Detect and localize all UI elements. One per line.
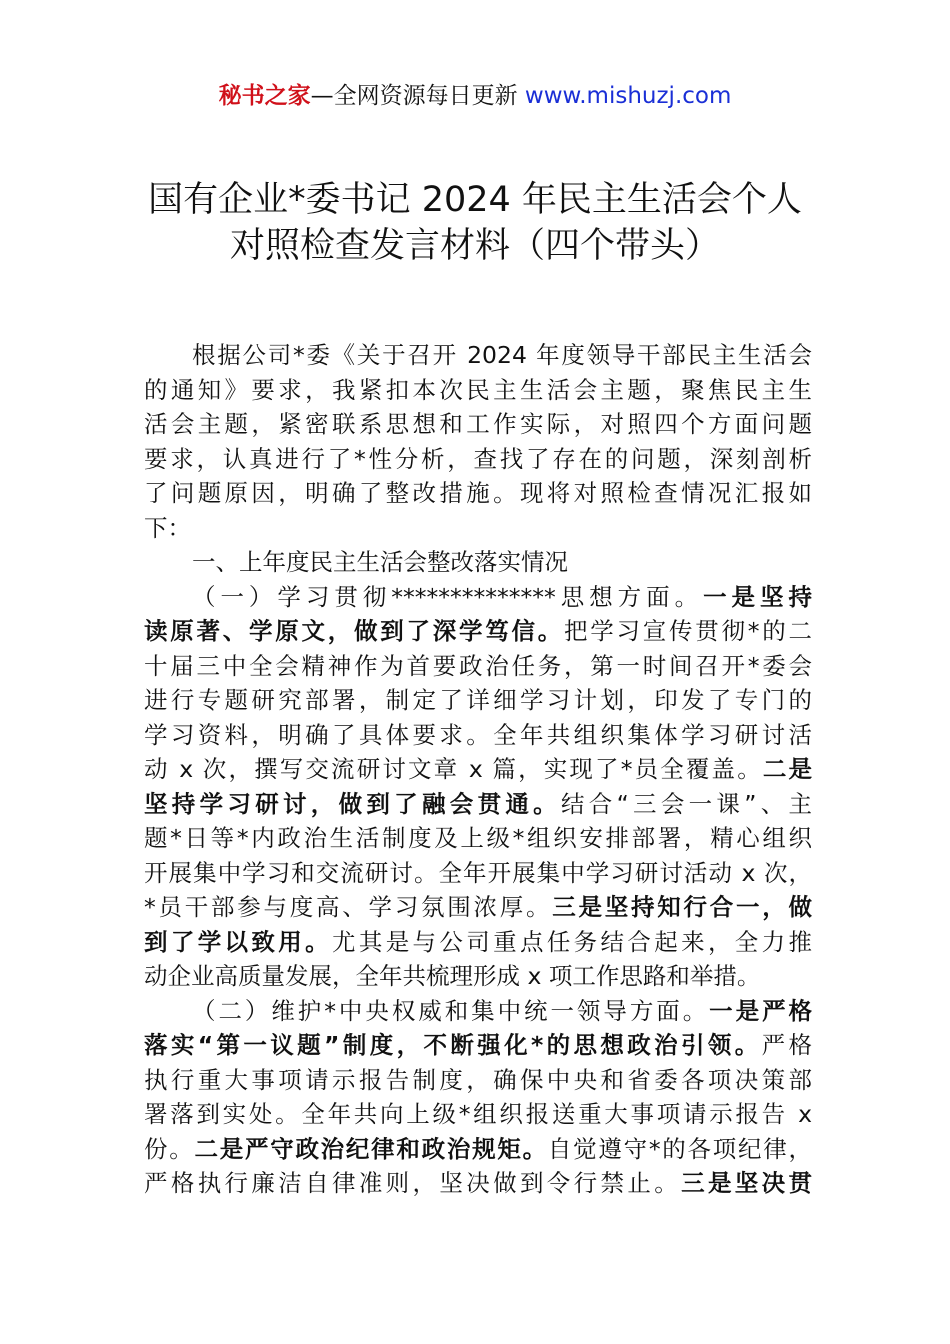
text-segment: 根据公司*委《关于召开 2024 年度领导干部民主生活会 — [192, 341, 812, 369]
text-segment: 要求，认真进行了*性分析，查找了存在的问题，深刻剖析 — [144, 444, 812, 473]
body-text-line — [144, 476, 812, 511]
text-segment: 一、上年度民主生活会整改落实情况 — [192, 548, 568, 576]
text-segment: 严格 — [761, 1031, 812, 1059]
body-text-line — [144, 545, 812, 580]
body-text-line — [144, 1063, 812, 1098]
body-text-line — [144, 614, 812, 649]
text-segment: 进行专题研究部署，制定了详细学习计划，印发了专门的 — [144, 686, 812, 714]
site-header — [0, 80, 950, 112]
text-segment: （二）维护*中央权威和集中统一领导方面。 — [192, 996, 710, 1025]
document-title-line-1: 国有企业*委书记 2024 年民主生活会个人 — [148, 180, 802, 220]
body-text-line — [144, 649, 812, 684]
text-segment: 动 x 次，撰写交流研讨文章 x 篇，实现了*员全覆盖。 — [144, 755, 763, 783]
bold-text-segment: 三是坚持知行合一，做 — [552, 893, 812, 921]
text-segment: 的通知》要求，我紧扣本次民主生活会主题，聚焦民主生 — [144, 375, 812, 404]
site-url-link[interactable]: www.mishuzj.com — [524, 83, 732, 109]
text-segment: 自觉遵守*的各项纪律， — [547, 1134, 813, 1163]
text-segment: *员干部参与度高、学习氛围浓厚。 — [144, 893, 553, 921]
text-segment: 严格执行廉洁自律准则，坚决做到令行禁止。 — [144, 1169, 682, 1197]
body-text-line — [144, 925, 812, 960]
bold-text-segment: 到了学以致用。 — [144, 927, 332, 956]
bold-text-segment: 一是严格 — [709, 996, 813, 1025]
text-segment: 把学习宣传贯彻*的二 — [564, 617, 812, 645]
body-text-line — [144, 442, 812, 477]
body-text-line — [144, 1132, 812, 1167]
body-text-line — [144, 959, 812, 994]
body-text-line — [144, 890, 812, 925]
document-title-line-2: 对照检查发言材料（四个带头） — [229, 226, 720, 266]
body-text-line — [144, 580, 812, 615]
body-text-line — [144, 1028, 812, 1063]
text-segment: 学习资料，明确了具体要求。全年共组织集体学习研讨活 — [144, 720, 812, 749]
text-segment: 开展集中学习和交流研讨。全年开展集中学习研讨活动 x 次， — [144, 858, 812, 887]
text-segment: （一）学习贯彻**************思想方面。 — [192, 582, 704, 611]
body-text-line — [144, 683, 812, 718]
body-text-line — [144, 718, 812, 753]
body-text-line — [144, 994, 812, 1029]
bold-text-segment: 三是坚决贯 — [681, 1169, 813, 1197]
body-text-line — [144, 821, 812, 856]
text-segment: 十届三中全会精神作为首要政治任务，第一时间召开*委会 — [144, 651, 812, 680]
body-text-line — [144, 407, 812, 442]
bold-text-segment: 坚持学习研讨，做到了融会贯通。 — [144, 789, 561, 818]
body-text-line — [144, 856, 812, 891]
text-segment: 份。 — [144, 1134, 195, 1163]
text-segment: 活会主题，紧密联系思想和工作实际，对照四个方面问题 — [144, 410, 812, 438]
text-segment: 下： — [144, 513, 191, 542]
header-slogan: —全网资源每日更新 — [310, 83, 525, 109]
body-text-line — [144, 1166, 812, 1201]
bold-text-segment: 二是严守政治纪律和政治规矩。 — [194, 1134, 548, 1163]
text-segment: 结合“三会一课”、主 — [560, 789, 812, 818]
bold-text-segment: 一是坚持 — [703, 582, 812, 611]
body-text-line — [144, 373, 812, 408]
text-segment: 署落到实处。全年共向上级*组织报送重大事项请示报告 x — [144, 1100, 812, 1128]
brand-name: 秘书之家 — [218, 83, 311, 109]
body-text-line — [144, 787, 812, 822]
text-segment: 尤其是与公司重点任务结合起来，全力推 — [331, 927, 813, 956]
text-segment: 题*日等*内政治生活制度及上级*组织安排部署，精心组织 — [144, 824, 812, 852]
bold-text-segment: 读原著、学原文，做到了深学笃信。 — [144, 617, 564, 645]
text-segment: 执行重大事项请示报告制度，确保中央和省委各项决策部 — [144, 1065, 812, 1094]
text-segment: 了问题原因，明确了整改措施。现将对照检查情况汇报如 — [144, 479, 812, 507]
text-segment: 动企业高质量发展，全年共梳理形成 x 项工作思路和举措。 — [144, 962, 761, 990]
document-body — [144, 338, 812, 1201]
bold-text-segment: 落实“第一议题”制度，不断强化*的思想政治引领。 — [144, 1031, 762, 1059]
bold-text-segment: 二是 — [762, 755, 812, 783]
body-text-line — [144, 511, 812, 546]
body-text-line — [144, 752, 812, 787]
body-text-line — [144, 338, 812, 373]
body-text-line — [144, 1097, 812, 1132]
